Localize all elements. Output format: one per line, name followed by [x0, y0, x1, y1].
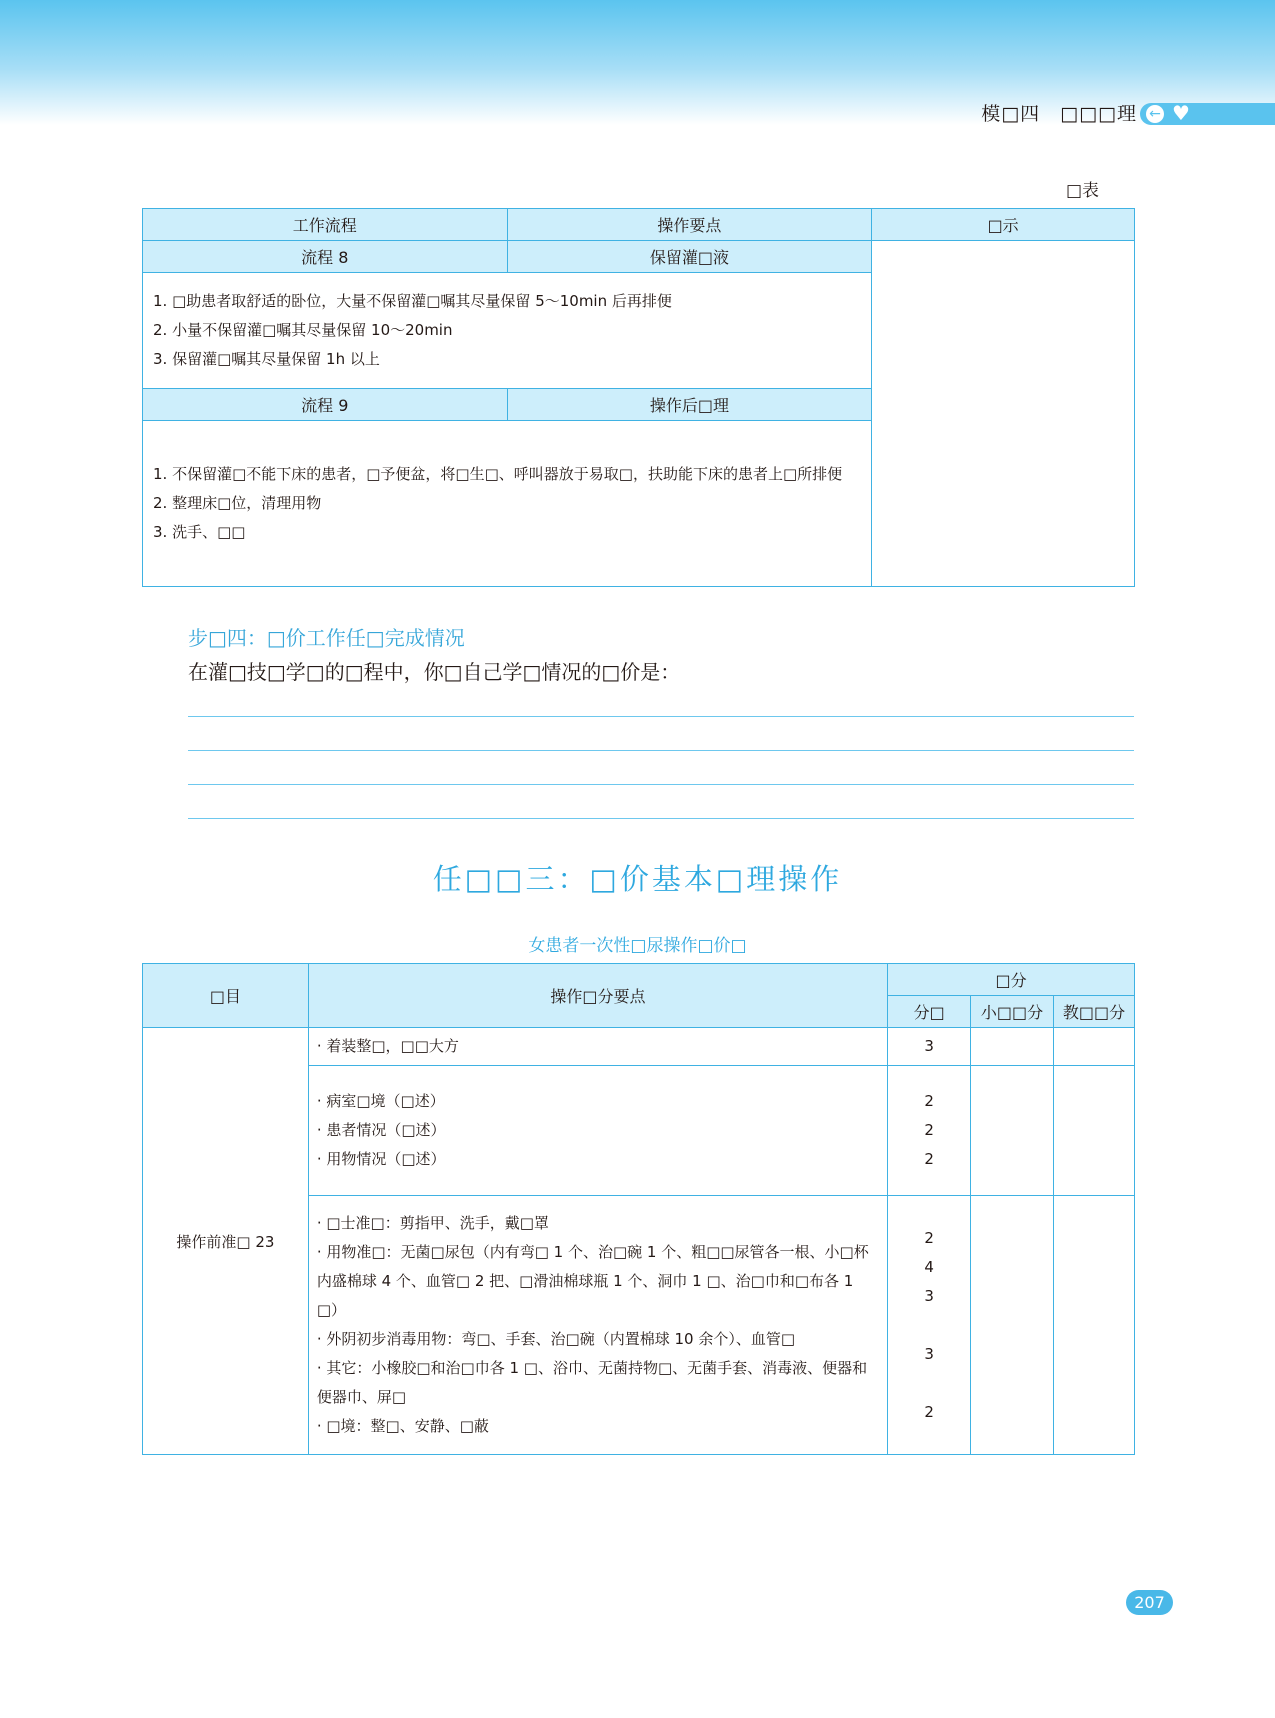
- teacher-score-cell[interactable]: [1054, 1028, 1135, 1066]
- score-value: 2: [924, 1092, 934, 1110]
- teacher-score-cell[interactable]: [1054, 1196, 1135, 1455]
- score-value: 3: [924, 1344, 934, 1363]
- header-scoring-points: 操作□分要点: [308, 964, 887, 1028]
- list-item: · 病室□境（□述）: [316, 1092, 445, 1110]
- flow-name: 流程 8: [143, 241, 508, 273]
- task-title: 任□□三：□价基本□理操作: [432, 862, 843, 896]
- evaluation-question: 在灌□技□学□的□程中，你□自己学□情况的□价是：: [188, 660, 681, 684]
- header-group-score: 小□□分: [971, 996, 1054, 1028]
- score-value: 2: [924, 1402, 934, 1421]
- list-item: · 用物准□：无菌□尿包（内有弯□ 1 个、治□碗 1 个、粗□□尿管各一根、小□杯内盛棉球 4 个、血管□ 2 把、□滑油棉球瓶 1 个、洞巾 1 □、治□巾和□布各 1 □）: [316, 1243, 869, 1319]
- answer-line: [188, 818, 1134, 819]
- table-row: [308, 1066, 887, 1196]
- list-item: · 患者情况（□述）: [316, 1121, 446, 1139]
- score-cell: [888, 1196, 971, 1455]
- evaluation-table-title: 女患者一次性□尿操作□价□: [528, 936, 747, 956]
- group-score-cell[interactable]: [971, 1066, 1054, 1196]
- header-item: □目: [143, 964, 309, 1028]
- score-cell: [888, 1066, 971, 1196]
- header-illustration: □示: [872, 209, 1135, 241]
- score-value: 3: [924, 1037, 934, 1055]
- flow-title: 操作后□理: [507, 389, 872, 421]
- answer-line: [188, 716, 1134, 717]
- list-item: · 外阴初步消毒用物：弯□、手套、治□碗（内置棉球 10 余个）、血管□: [316, 1330, 795, 1348]
- flow-content: [143, 273, 872, 389]
- header-teacher-score: 教□□分: [1054, 996, 1135, 1028]
- table-row: [308, 1196, 887, 1455]
- header-key-points: 操作要点: [507, 209, 872, 241]
- header-workflow: 工作流程: [143, 209, 508, 241]
- table-caption: □表: [1066, 181, 1100, 201]
- arrow-left-icon: ←: [1146, 105, 1164, 123]
- flow-name: 流程 9: [143, 389, 508, 421]
- list-item: 2. 小量不保留灌□嘱其尽量保留 10～20min: [153, 321, 453, 339]
- list-item: 2. 整理床□位，清理用物: [153, 494, 322, 512]
- header-score: □分: [888, 964, 1135, 996]
- step-title: 步□四：□价工作任□完成情况: [188, 626, 465, 650]
- list-item: · 用物情况（□述）: [316, 1150, 446, 1168]
- list-item: 3. 洗手、□□: [153, 523, 246, 541]
- flow-content: [143, 421, 872, 587]
- score-value: 2: [924, 1121, 934, 1139]
- score-cell: [888, 1028, 971, 1066]
- module-title: 模□四 □□□理: [981, 103, 1137, 125]
- list-item: 1. 不保留灌□不能下床的患者，□予便盆，将□生□、呼叫器放于易取□，扶助能下床的患者上□所排便: [153, 465, 843, 483]
- teacher-score-cell[interactable]: [1054, 1066, 1135, 1196]
- score-value: 2: [924, 1150, 934, 1168]
- page-number: 207: [1126, 1590, 1173, 1615]
- group-score-cell[interactable]: [971, 1028, 1054, 1066]
- header-tab: [1140, 103, 1275, 125]
- group-score-cell[interactable]: [971, 1196, 1054, 1455]
- illustration-cell: [872, 241, 1135, 587]
- table-row: [308, 1028, 887, 1066]
- list-item: · 其它：小橡胶□和治□巾各 1 □、浴巾、无菌持物□、无菌手套、消毒液、便器和便器巾、屏□: [316, 1359, 868, 1406]
- workflow-table: [142, 208, 1135, 587]
- list-item: · □士准□：剪指甲、洗手，戴□罩: [316, 1214, 549, 1232]
- list-item: · □境：整□、安静、□蔽: [316, 1417, 489, 1435]
- score-value: 2: [924, 1228, 934, 1247]
- answer-line: [188, 750, 1134, 751]
- list-item: 3. 保留灌□嘱其尽量保留 1h 以上: [153, 350, 380, 368]
- answer-line: [188, 784, 1134, 785]
- list-item: · 着装整□，□□大方: [316, 1037, 459, 1055]
- score-value: 3: [924, 1286, 934, 1305]
- header-full-score: 分□: [888, 996, 971, 1028]
- flow-title: 保留灌□液: [507, 241, 872, 273]
- list-item: 1. □助患者取舒适的卧位，大量不保留灌□嘱其尽量保留 5～10min 后再排便: [153, 292, 672, 310]
- category-cell: 操作前准□ 23: [143, 1028, 309, 1455]
- heart-icon: ♥: [1172, 101, 1190, 125]
- evaluation-table: [142, 963, 1135, 1455]
- score-value: 4: [924, 1257, 934, 1276]
